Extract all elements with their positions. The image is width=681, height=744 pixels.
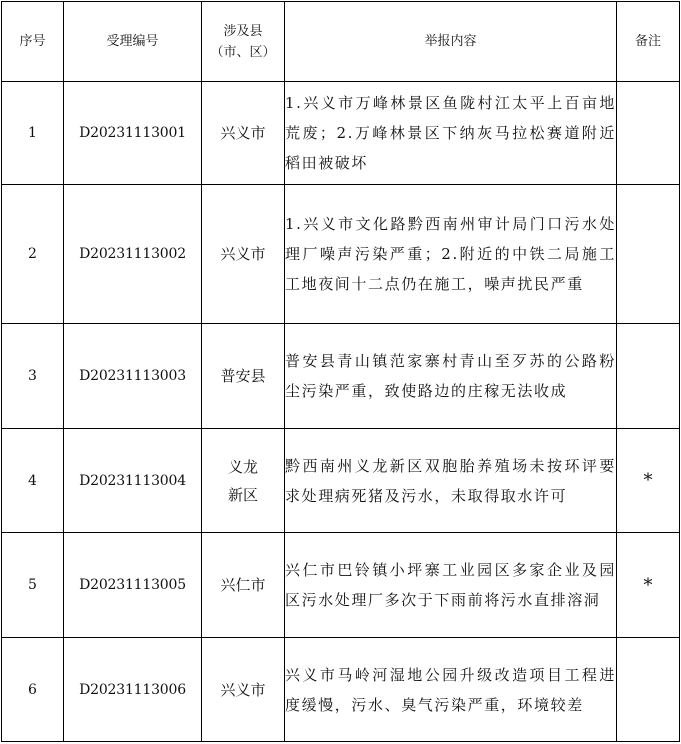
row-seq: 1 <box>2 82 64 185</box>
table-row <box>2 429 680 533</box>
row-seq: 3 <box>2 324 64 429</box>
row-county: 兴义市 <box>202 185 285 324</box>
header-content: 举报内容 <box>285 2 617 82</box>
row-seq: 5 <box>2 533 64 638</box>
row-seq: 4 <box>2 429 64 533</box>
row-id: D20231113004 <box>64 429 202 533</box>
table-row <box>2 324 680 429</box>
row-id: D20231113005 <box>64 533 202 638</box>
row-note <box>617 638 680 742</box>
header-seq: 序号 <box>2 2 64 82</box>
row-note <box>617 324 680 429</box>
row-county: 兴义市 <box>202 638 285 742</box>
row-county-text: 义龙新区 <box>227 457 258 504</box>
row-id: D20231113006 <box>64 638 202 742</box>
row-note: * <box>617 533 680 638</box>
header-county-line2: （市、区） <box>210 44 276 60</box>
table-row <box>2 185 680 324</box>
row-content: 1.兴义市文化路黔西南州审计局门口污水处理厂噪声污染严重；2.附近的中铁二局施工工地夜间十二点仍在施工，噪声扰民严重 <box>285 185 617 324</box>
table-row <box>2 82 680 185</box>
row-county: 兴仁市 <box>202 533 285 638</box>
row-note: * <box>617 429 680 533</box>
header-id: 受理编号 <box>64 2 202 82</box>
row-county: 普安县 <box>202 324 285 429</box>
row-note <box>617 82 680 185</box>
table-row <box>2 533 680 638</box>
header-note: 备注 <box>617 2 680 82</box>
row-content: 黔西南州义龙新区双胞胎养殖场未按环评要求处理病死猪及污水，未取得取水许可 <box>285 429 617 533</box>
row-seq: 6 <box>2 638 64 742</box>
row-county: 兴义市 <box>202 82 285 185</box>
row-content: 1.兴义市万峰林景区鱼陇村江太平上百亩地荒废；2.万峰林景区下纳灰马拉松赛道附近稻田被破坏 <box>285 82 617 185</box>
row-county <box>202 429 285 533</box>
row-note <box>617 185 680 324</box>
row-id: D20231113003 <box>64 324 202 429</box>
header-row <box>2 2 680 82</box>
complaint-table <box>1 1 680 742</box>
table-row <box>2 638 680 742</box>
row-id: D20231113002 <box>64 185 202 324</box>
row-seq: 2 <box>2 185 64 324</box>
header-county <box>202 2 285 82</box>
row-id: D20231113001 <box>64 82 202 185</box>
row-content: 普安县青山镇范家寨村青山至歹苏的公路粉尘污染严重，致使路边的庄稼无法收成 <box>285 324 617 429</box>
row-content: 兴仁市巴铃镇小坪寨工业园区多家企业及园区污水处理厂多次于下雨前将污水直排溶洞 <box>285 533 617 638</box>
row-content: 兴义市马岭河湿地公园升级改造项目工程进度缓慢，污水、臭气污染严重，环境较差 <box>285 638 617 742</box>
header-county-line1: 涉及县 <box>223 23 263 39</box>
